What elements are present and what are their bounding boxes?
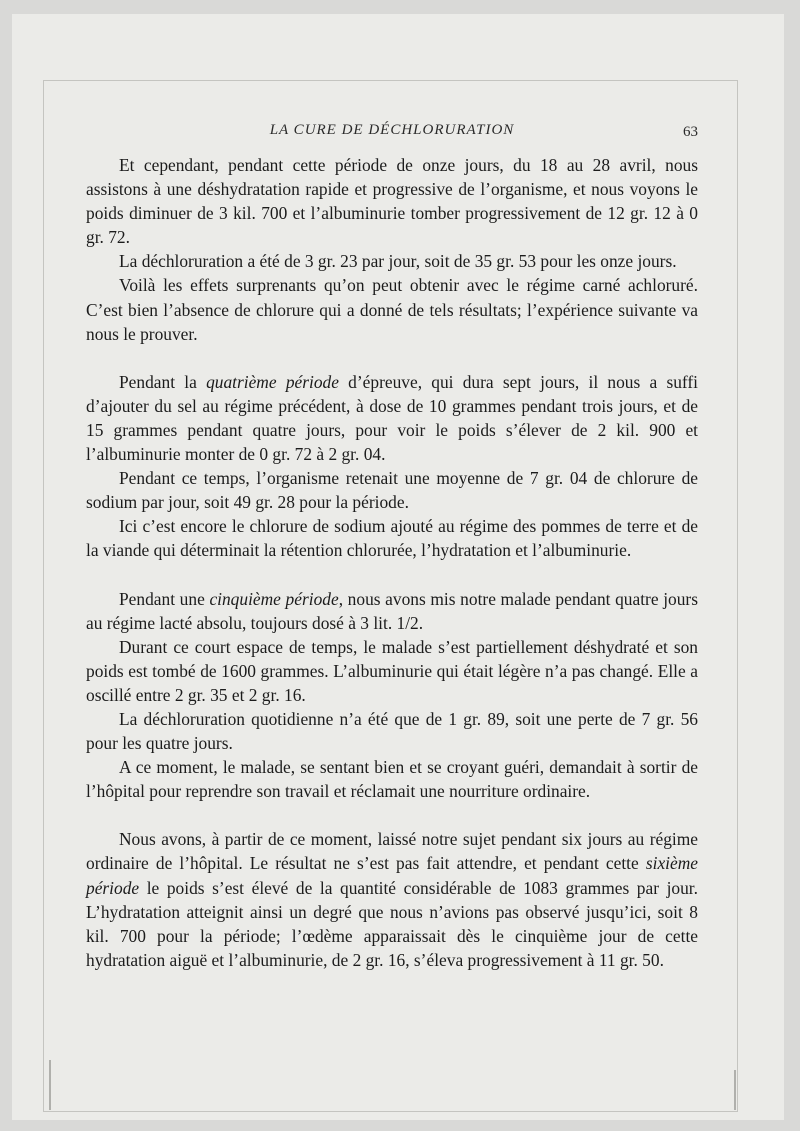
paragraph-fifth-period (86, 587, 698, 635)
left-margin-mark (49, 1060, 51, 1110)
paragraph-3: Voilà les effets surprenants qu’on peut obtenir avec le régime carné achloruré. C’est bien l’absence de chlorure qui a donné de tels résultats; l’expérience suivante va nous le prouver. (86, 275, 698, 344)
paragraph-2: La déchloruration a été de 3 gr. 23 par jour, soit de 35 gr. 53 pour les onze jours. (119, 251, 677, 272)
paragraph-4-rest: d’épreuve, qui dura sept jours, il nous a suffi d’ajouter du sel au régime précédent, à dose de 10 grammes pendant trois jours, et de 15 grammes pendant quatre jours, pour voir le poids s’élever de 2 kil. 900 et l’albuminurie monter de 0 gr. 72 à 2 gr. 04. (86, 371, 699, 465)
paragraph-8: Durant ce court espace de temps, le malade s’est partiellement déshydraté et son poids est tombé de 1600 grammes. L’albuminurie qui était légère n’a pas changé. Elle a oscillé entre 2 gr. 35 et 2 gr. 16. (86, 636, 698, 705)
page-number: 63 (683, 124, 698, 140)
page-header (86, 120, 698, 146)
paragraph-11-lead: Nous avons, à partir de ce moment, laissé notre sujet pendant six jours au régime ordinaire de l’hôpital. Le résultat ne s’est pas fait attendre, et pendant cette (86, 829, 698, 874)
paragraph-7-rest: , nous avons mis notre malade pendant quatre jours au régime lacté absolu, toujours dosé à 3 lit. 1/2. (86, 588, 698, 633)
paragraph-10: A ce moment, le malade, se sentant bien et se croyant guéri, demandait à sortir de l’hôpital pour reprendre son travail et réclamait une nourriture ordinaire. (86, 757, 698, 802)
paragraph-fourth-period (86, 370, 698, 466)
body-text (86, 153, 698, 972)
paragraph-11-rest: le poids s’est élevé de la quantité considérable de 1083 grammes par jour. L’hydratation atteignit ainsi un degré que nous n’avions pas observé jusqu’ici, soit 8 kil. 700 pour la période; l’œdème apparaissait dès le cinquième jour de cette hydratation aiguë et l’albuminurie, de 2 gr. 16, s’éleva progressivement à 11 gr. 50. (86, 877, 698, 970)
paragraph-7-lead: Pendant une (119, 588, 210, 609)
paragraph-4-lead: Pendant la (119, 371, 207, 392)
paragraph-5: Pendant ce temps, l’organisme retenait une moyenne de 7 gr. 04 de chlorure de sodium par jour, soit 49 gr. 28 pour la période. (86, 468, 698, 513)
period-term: quatrième période (206, 371, 339, 392)
period-term: sixième période (86, 853, 698, 898)
paragraph-sixth-period (86, 827, 698, 972)
running-title: LA CURE DE DÉCHLORURATION (269, 122, 515, 138)
period-term: cinquième période (209, 588, 339, 609)
paragraph-9: La déchloruration quotidienne n’a été que de 1 gr. 89, soit une perte de 7 gr. 56 pour les quatre jours. (86, 708, 698, 754)
paragraph-1: Et cependant, pendant cette période de onze jours, du 18 au 28 avril, nous assistons à une déshydratation rapide et progressive de l’organisme, et nous voyons le poids diminuer de 3 kil. 700 et l’albuminurie tomber progressivement de 12 gr. 12 à 0 gr. 72. (86, 155, 698, 248)
right-margin-mark (734, 1070, 736, 1110)
paragraph-6: Ici c’est encore le chlorure de sodium ajouté au régime des pommes de terre et de la viande qui déterminait la rétention chlorurée, l’hydratation et l’albuminurie. (86, 516, 698, 561)
